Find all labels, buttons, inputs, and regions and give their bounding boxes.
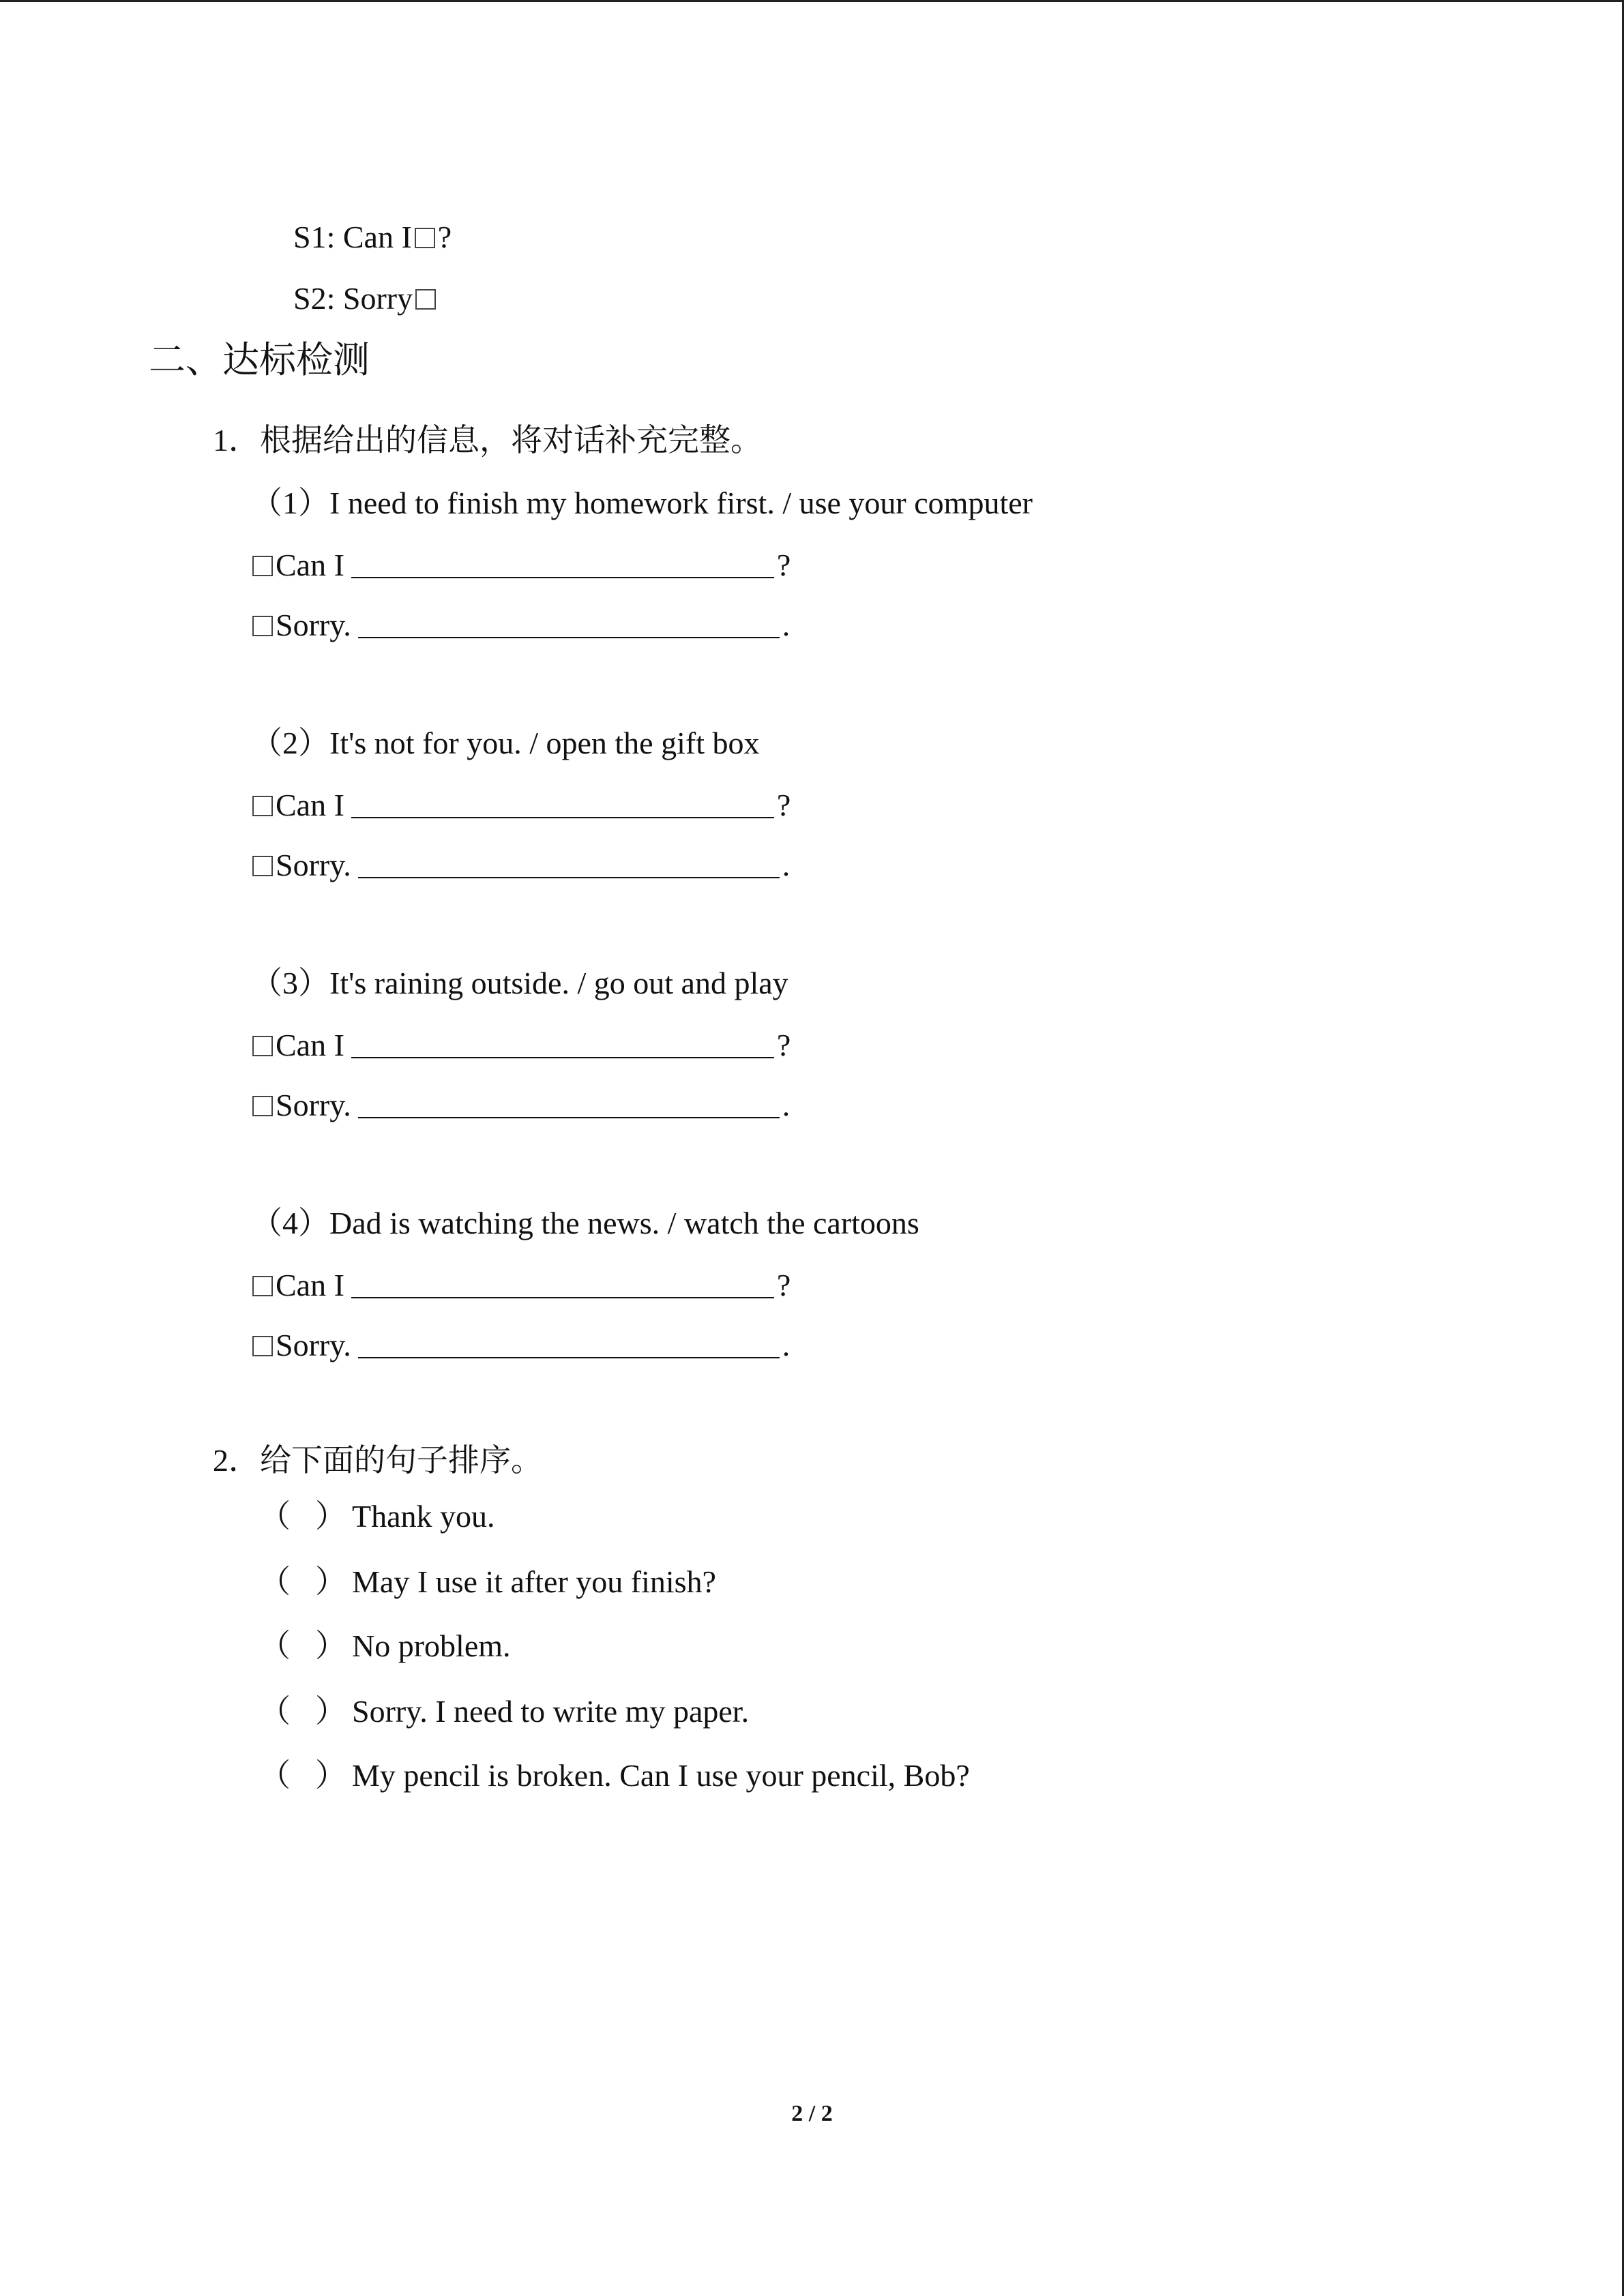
speaker-box-icon	[252, 556, 273, 576]
answer-blank[interactable]	[351, 786, 774, 818]
paren-left: （	[259, 1694, 291, 1729]
placeholder-box-icon	[415, 289, 436, 310]
task1-item2-prompt: （2）It's not for you. / open the gift box	[251, 726, 760, 760]
task2-sentence-3	[259, 1627, 511, 1665]
can-label: Can I	[276, 1268, 344, 1302]
speaker-box-icon	[252, 856, 273, 876]
can-label: Can I	[276, 548, 344, 582]
task2-sentence-4	[259, 1693, 749, 1731]
can-label: Can I	[276, 1028, 344, 1062]
speaker-box-icon	[252, 1276, 273, 1296]
sorry-label: Sorry.	[276, 608, 351, 642]
paren-right: ）	[315, 1564, 346, 1599]
period-mark: .	[782, 1328, 791, 1362]
speaker-box-icon	[252, 1336, 273, 1356]
sentence-text: May I use it after you finish?	[352, 1564, 716, 1599]
placeholder-box-icon	[415, 228, 435, 248]
task1-item1-sorry-line	[250, 606, 790, 644]
task1-item3-prompt: （3）It's raining outside. / go out and play	[251, 966, 788, 1000]
paren-right: ）	[315, 1499, 346, 1534]
task1-title: 1．根据给出的信息，将对话补充完整。	[213, 423, 762, 458]
sentence-text: No problem.	[352, 1628, 511, 1663]
task1-item1-prompt: （1）I need to finish my homework first. / use your computer	[251, 486, 1033, 520]
speaker-box-icon	[252, 616, 273, 636]
question-mark: ?	[776, 548, 791, 582]
speaker-box-icon	[252, 1036, 273, 1056]
section-title: 二、达标检测	[149, 340, 370, 381]
answer-blank[interactable]	[351, 1266, 774, 1298]
answer-blank[interactable]	[351, 546, 774, 578]
order-answer-slot[interactable]	[259, 1497, 352, 1536]
sorry-label: Sorry.	[276, 848, 351, 882]
sentence-text: Thank you.	[352, 1499, 495, 1534]
paren-right: ）	[315, 1628, 346, 1663]
period-mark: .	[782, 608, 791, 642]
period-mark: .	[782, 848, 791, 882]
paren-right: ）	[315, 1694, 346, 1729]
task1-item2-sorry-line	[250, 846, 790, 884]
task1-item4-sorry-line	[250, 1326, 790, 1365]
can-label: Can I	[276, 788, 344, 822]
task1-item4-prompt: （4）Dad is watching the news. / watch the cartoons	[251, 1206, 919, 1240]
speaker-box-icon	[252, 1096, 273, 1116]
intro-s2-line	[293, 280, 439, 318]
task2-sentence-1	[259, 1497, 495, 1536]
task2-sentence-2	[259, 1563, 716, 1601]
intro-s1-text: S1: Can I	[293, 220, 412, 254]
sentence-text: Sorry. I need to write my paper.	[352, 1694, 750, 1729]
answer-blank[interactable]	[358, 846, 780, 878]
task1-item4-can-line	[250, 1266, 791, 1304]
question-mark: ?	[776, 1028, 791, 1062]
paren-left: （	[259, 1499, 291, 1534]
sorry-label: Sorry.	[276, 1328, 351, 1362]
answer-blank[interactable]	[358, 1086, 780, 1118]
period-mark: .	[782, 1088, 791, 1122]
order-answer-slot[interactable]	[259, 1563, 352, 1601]
order-answer-slot[interactable]	[259, 1693, 352, 1731]
question-mark: ?	[776, 788, 791, 822]
paren-left: （	[259, 1628, 291, 1663]
task2-title: 2．给下面的句子排序。	[213, 1443, 542, 1478]
order-answer-slot[interactable]	[259, 1757, 352, 1795]
speaker-box-icon	[252, 796, 273, 816]
paren-left: （	[259, 1758, 291, 1793]
task1-item2-can-line	[250, 786, 791, 824]
answer-blank[interactable]	[351, 1026, 774, 1058]
paren-left: （	[259, 1564, 291, 1599]
answer-blank[interactable]	[358, 1326, 780, 1358]
question-mark: ?	[776, 1268, 791, 1302]
paren-right: ）	[315, 1758, 346, 1793]
task2-sentence-5	[259, 1757, 970, 1795]
task1-item3-can-line	[250, 1026, 791, 1064]
sorry-label: Sorry.	[276, 1088, 351, 1122]
task1-item3-sorry-line	[250, 1086, 790, 1124]
page-top-border	[0, 0, 1624, 2]
intro-s2-text: S2: Sorry	[293, 281, 413, 316]
page-number: 2 / 2	[791, 2101, 833, 2126]
intro-s1-line	[293, 218, 452, 256]
intro-s1-end: ?	[437, 220, 452, 254]
answer-blank[interactable]	[358, 606, 780, 638]
order-answer-slot[interactable]	[259, 1627, 352, 1665]
task1-item1-can-line	[250, 546, 791, 584]
sentence-text: My pencil is broken. Can I use your pencil, Bob?	[352, 1758, 970, 1793]
